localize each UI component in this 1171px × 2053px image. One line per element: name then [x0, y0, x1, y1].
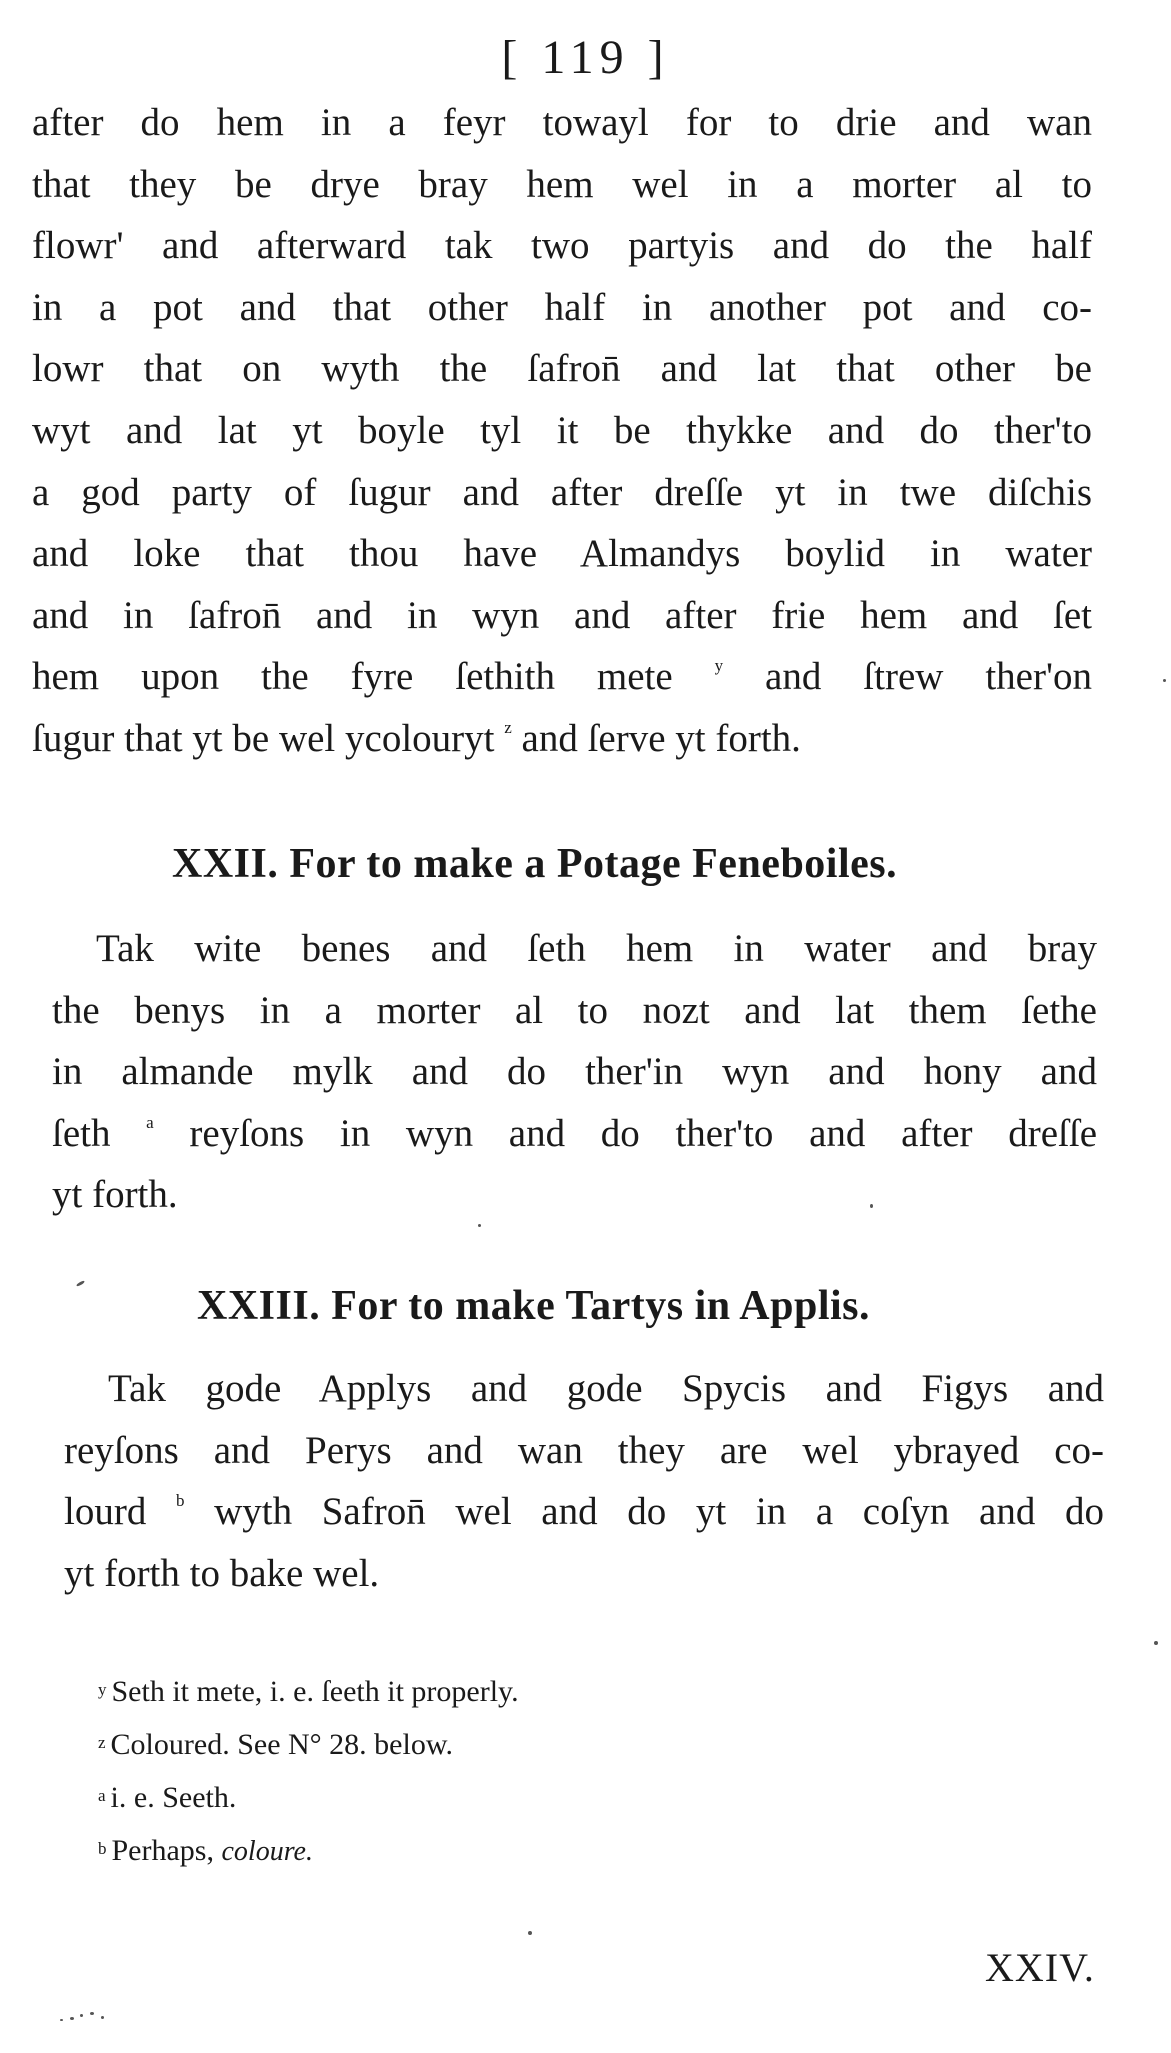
recipe-heading-xxiii: XXIII. For to make Tartys in Applis.	[197, 1283, 871, 1329]
ink-speck	[478, 1224, 481, 1227]
ink-speck	[101, 2016, 104, 2019]
text-line: Tak wite benes and ſeth hem in water and bray	[96, 927, 1097, 970]
text-line: reyſons and Perys and wan they are wel ybrayed co-	[64, 1428, 1104, 1472]
text-segment: and ſerve yt forth.	[521, 716, 801, 760]
footnote-ref-y[interactable]: y	[714, 656, 724, 676]
catchword: XXIV.	[985, 1945, 1095, 1990]
text-line	[64, 1481, 1104, 1543]
ink-speck	[90, 2012, 94, 2015]
text-segment: and ſtrew ther'on	[765, 655, 1093, 699]
text-line: the benys in a morter al to nozt and lat them ſethe	[52, 988, 1097, 1032]
ink-speck	[870, 1204, 873, 1208]
footnote-y	[98, 1664, 519, 1717]
text-line: in a pot and that other half in another pot and co-	[32, 285, 1092, 329]
ink-speck	[1163, 679, 1166, 682]
ink-speck	[1154, 1641, 1158, 1645]
text-line: in almande mylk and do ther'in wyn and hony and	[52, 1050, 1097, 1094]
text-segment: hem upon the fyre ſethith mete	[32, 655, 673, 699]
text-segment: ſeth	[52, 1111, 111, 1155]
footnote-mark: a	[98, 1786, 106, 1805]
footnote-mark: z	[98, 1733, 106, 1752]
footnote-text: Perhaps,	[111, 1834, 214, 1867]
text-line: after do hem in a feyr towayl for to drie and wan	[32, 101, 1092, 144]
text-line: a god party of ſugur and after dreſſe yt in twe diſchis	[32, 470, 1092, 514]
footnote-ref-z[interactable]: z	[504, 717, 512, 737]
footnote-b	[98, 1823, 519, 1877]
footnote-text: Seth it mete, i. e. ſeeth it properly.	[111, 1675, 519, 1708]
footnote-ref-b[interactable]: b	[175, 1491, 185, 1511]
text-line	[52, 1103, 1097, 1165]
text-segment: ſugur that yt be wel ycolouryt	[32, 716, 495, 760]
text-segment: wyth Safron̄ wel and do yt in a coſyn and do	[214, 1490, 1105, 1534]
footnote-mark: y	[98, 1680, 107, 1699]
text-line: flowr' and afterward tak two partyis and do the half	[32, 224, 1092, 268]
footnotes	[98, 1664, 519, 1877]
text-line	[32, 646, 1092, 708]
footnote-a	[98, 1770, 519, 1823]
text-line	[32, 708, 1092, 770]
text-line: and in ſafron̄ and in wyn and after frie hem and ſet	[32, 593, 1092, 637]
text-line: lowr that on wyth the ſafron̄ and lat that other be	[32, 347, 1092, 391]
text-line: wyt and lat yt boyle tyl it be thykke and do ther'to	[32, 408, 1092, 452]
text-line: that they be drye bray hem wel in a morter al to	[32, 162, 1092, 206]
footnote-ref-a[interactable]: a	[146, 1112, 154, 1132]
recipe-heading-xxii: XXII. For to make a Potage Feneboiles.	[172, 841, 898, 887]
ink-speck	[60, 2019, 63, 2021]
text-line: Tak gode Applys and gode Spycis and Figys and	[108, 1367, 1104, 1410]
ink-speck	[80, 2014, 83, 2017]
footnote-mark: b	[98, 1839, 107, 1858]
text-line: and loke that thou have Almandys boylid in water	[32, 532, 1092, 576]
text-line: yt forth.	[52, 1173, 178, 1217]
page-number: [ 119 ]	[501, 31, 670, 84]
ink-speck	[70, 2017, 74, 2020]
footnote-z	[98, 1717, 519, 1770]
paragraph-continued-recipe	[32, 92, 1092, 770]
text-segment: reyſons in wyn and do ther'to and after dreſſe	[189, 1111, 1098, 1155]
footnote-text: Coloured. See N° 28. below.	[110, 1728, 454, 1761]
footnote-italic-text: coloure.	[221, 1836, 313, 1867]
ink-speck	[528, 1931, 532, 1935]
text-line: yt forth to bake wel.	[64, 1551, 380, 1595]
paragraph-recipe-xxii	[52, 918, 1097, 1226]
footnote-text: i. e. Seeth.	[110, 1781, 237, 1814]
ink-speck	[76, 1280, 85, 1287]
text-segment: lourd	[64, 1490, 147, 1534]
paragraph-recipe-xxiii	[64, 1358, 1104, 1604]
